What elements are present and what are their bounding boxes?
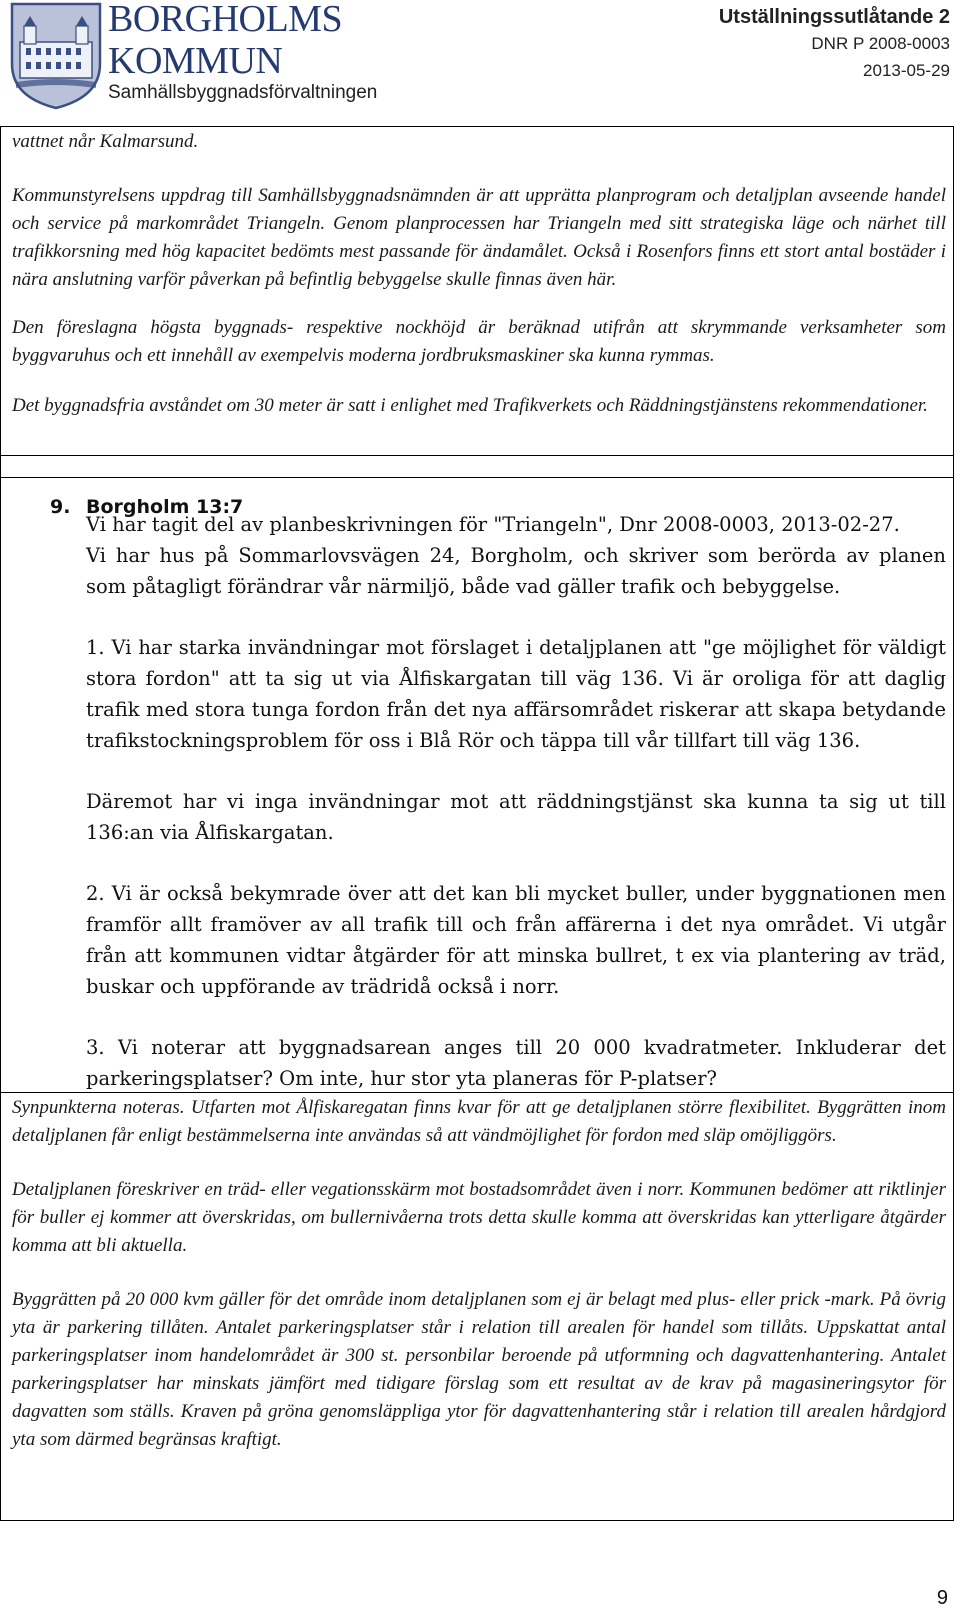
organization-name [108,0,377,104]
letter-paragraph: Vi har hus på Sommarlovsvägen 24, Borgholm, och skriver som berörda av planen som påtagligt förändrar vår närmiljö, både vad gäller trafik och bebyggelse. [86,544,946,598]
response-paragraph: Det byggnadsfria avståndet om 30 meter är satt i enlighet med Trafikverkets och Räddningstjänstens rekommendationer. [12,395,928,416]
frame-bottom-border [0,1520,954,1521]
org-department: Samhällsbyggnadsförvaltningen [108,82,378,103]
letter-paragraph: Vi har tagit del av planbeskrivningen för "Triangeln", Dnr 2008-0003, 2013-02-27. [86,513,900,536]
frame-left-border [0,126,1,1520]
letter-paragraph: 1. Vi har starka invändningar mot förslaget i detaljplanen att "ge möjlighet för väldigt stora fordon" att ta sig ut via Ålfiskargatan till väg 136. Vi är oroliga för att daglig trafik med stora tunga fordon från det nya affärsområdet riskerar att skapa betydande trafikstockningsproblem för oss i Blå Rör och täppa till vår tillfart till väg 136. [86,636,946,752]
document-date: 2013-05-29 [863,61,950,80]
letter-paragraph: Däremot har vi inga invändningar mot att räddningstjänst ska kunna ta sig ut till 136:an via Ålfiskargatan. [86,790,946,844]
letter-paragraph: 2. Vi är också bekymrade över att det kan bli mycket buller, under byggnationen men framför allt framöver av all trafik till och från affärerna i det nya området. Vi utgår från att kommunen vidtar åtgärder för att minska bullret, t ex via plantering av träd, buskar och uppförande av trädridå också i norr. [86,882,946,998]
opinion-letter [86,509,946,1094]
document-title: Utställningssutlåtande 2 [718,6,950,28]
response-paragraph: Detaljplanen föreskriver en träd- eller vegationsskärm mot bostadsområdet även i norr. Kommunen bedömer att riktlinjer för buller ej kommer att överskridas, om bullernivåerna trots detta skulle komma att överskridas kan ytterligare åtgärder komma att bli aktuella. [12,1179,946,1256]
document-meta [719,4,950,84]
response-continued [12,128,946,420]
org-name-line2: KOMMUN [108,40,283,82]
page-number: 9 [936,1587,948,1609]
response-paragraph: Den föreslagna högsta byggnads- respektive nockhöjd är beräknad utifrån att skrymmande verksamheter som byggvaruhus och ett innehåll av exempelvis moderna jordbruksmaskiner ska kunna rymmas. [12,317,946,366]
municipality-logo [10,2,102,110]
item-title: Borgholm 13:7 [86,496,244,518]
row-divider [0,477,954,478]
row-divider [0,455,954,456]
municipality-response [12,1094,946,1454]
page-header [0,0,960,128]
frame-right-border [953,126,954,1520]
item-number: 9. [50,496,71,518]
letter-paragraph: 3. Vi noterar att byggnadsarean anges till 20 000 kvadratmeter. Inkluderar det parkeringsplatser? Om inte, hur stor yta planeras för P-platser? [86,1036,946,1090]
response-paragraph: Byggrätten på 20 000 kvm gäller för det område inom detaljplanen som ej är belagt med plus- eller prick -mark. På övrig yta är parkering tillåten. Antalet parkeringsplatser står i relation till arealen för handel som tillåts. Uppskattat antal parkeringsplatser inom handelområdet är 300 st. personbilar beroende på utformning och dagvattenhantering. Antalet parkeringsplatser har minskats jämfört med tidigare förslag som ett resultat av de krav på magasineringsytor för dagvatten som ställs. Kraven på gröna genomsläppliga ytor för dagvattenhantering står i relation till arealen hårdgjord yta som därmed begränsas kraftigt. [12,1289,946,1450]
response-paragraph: Kommunstyrelsens uppdrag till Samhällsbyggnadsnämnden är att upprätta planprogram och detaljplan avseende handel och service på markområdet Triangeln. Genom planprocessen har Triangeln med sitt strategiska läge och närhet till trafikkorsning med hög kapacitet bedömts mest passande för ändamålet. Också i Rosenfors finns ett stort antal bostäder i nära anslutning varför påverkan på befintlig bebyggelse skulle finnas även här. [12,185,946,290]
frame-top-border [0,126,954,127]
org-name-line1: BORGHOLMS [108,0,343,40]
response-paragraph: Synpunkterna noteras. Utfarten mot Ålfiskaregatan finns kvar för att ge detaljplanen större flexibilitet. Byggrätten inom detaljplanen får enligt bestämmelserna inte användas så att vändmöjlighet för fordon med släp omöjliggörs. [12,1097,946,1146]
response-paragraph: vattnet når Kalmarsund. [12,131,199,152]
document-dnr: DNR P 2008-0003 [811,34,950,53]
